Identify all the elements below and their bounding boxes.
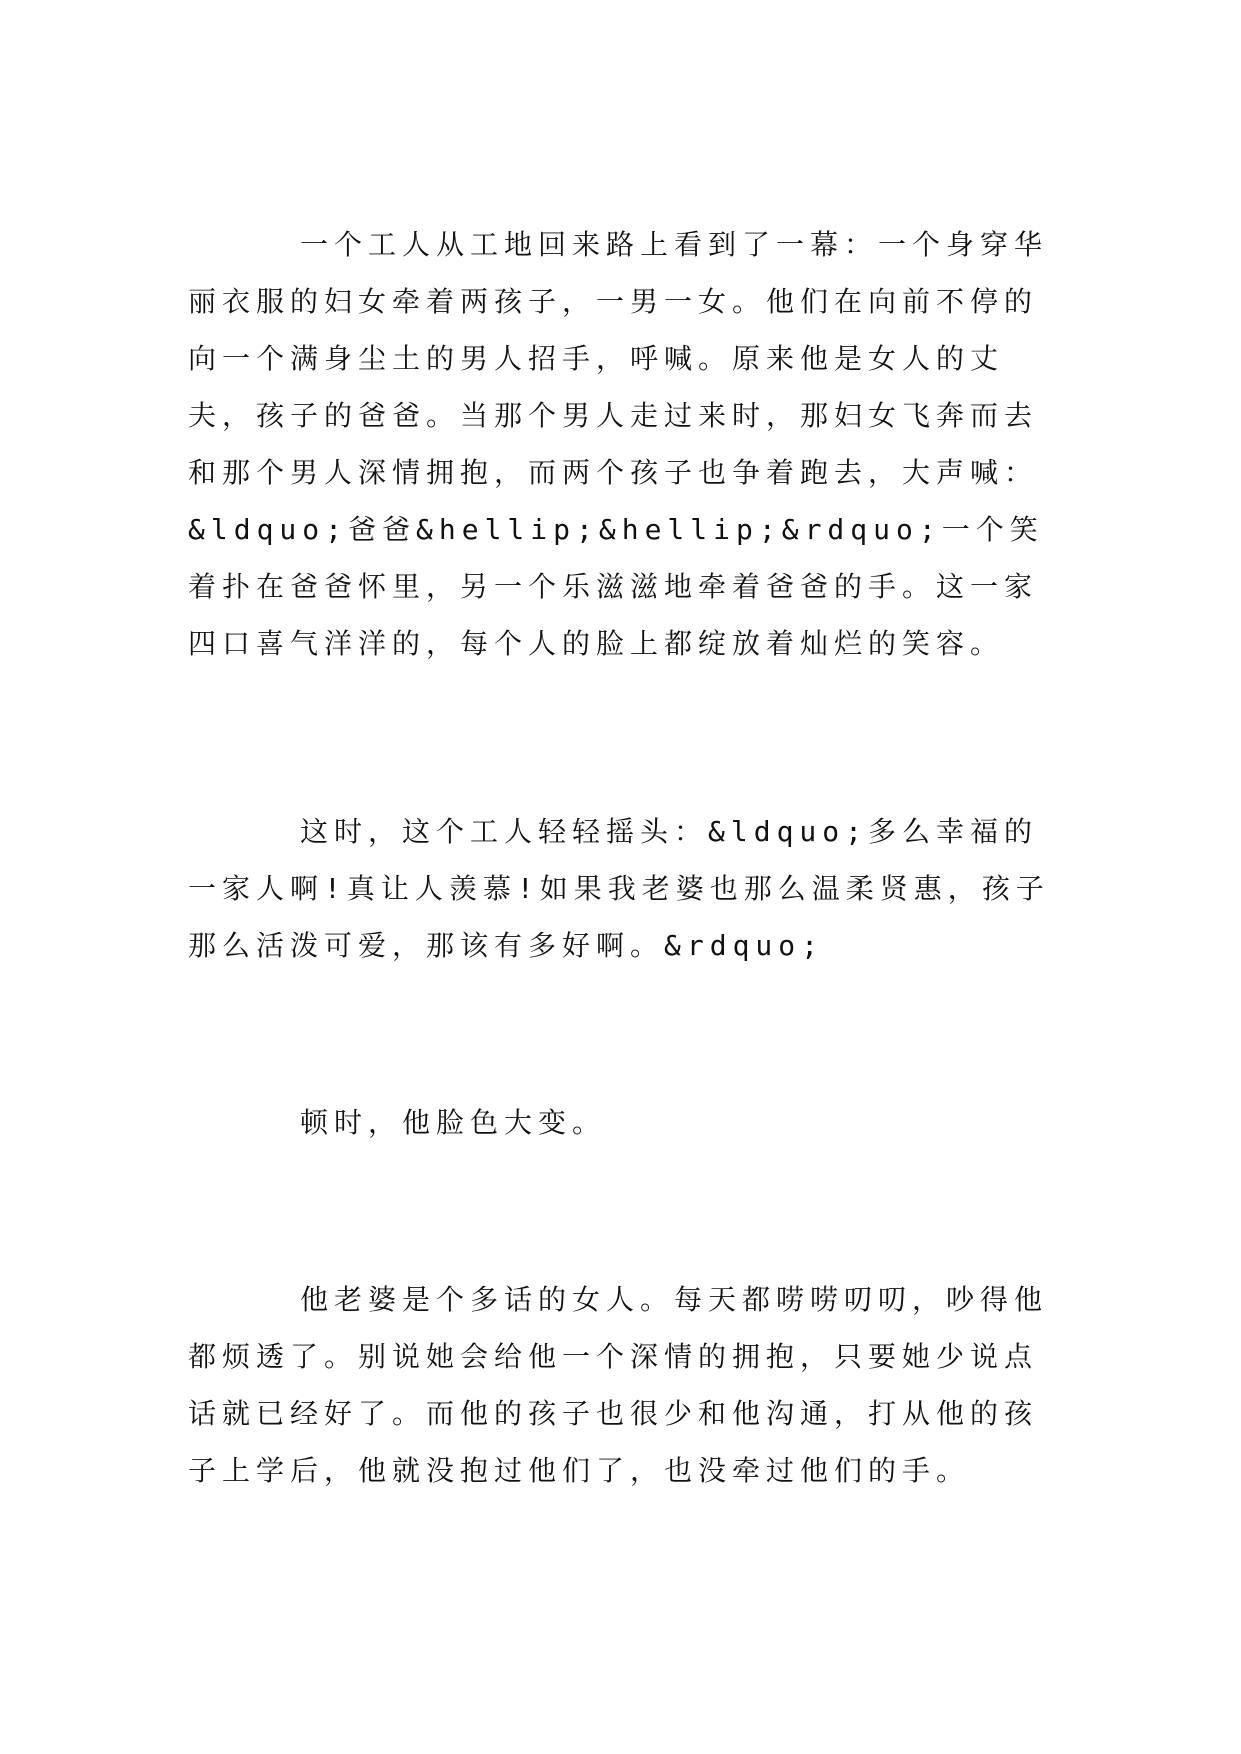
paragraph-2: 这时，这个工人轻轻摇头：&ldquo;多么幸福的一家人啊!真让人羡慕!如果我老婆也那么温柔贤惠，孩子那么活泼可爱，那该有多好啊。&rdquo; <box>188 815 1050 962</box>
paragraph-4: 他老婆是个多话的女人。每天都唠唠叨叨，吵得他都烦透了。别说她会给他一个深情的拥抱，只要她少说点话就已经好了。而他的孩子也很少和他沟通，打从他的孩子上学后，他就没抱过他们了，也没牵过他们的手。 <box>188 1283 1049 1487</box>
paragraph-3: 顿时，他脸色大变。 <box>300 1106 607 1139</box>
paragraph-1: 一个工人从工地回来路上看到了一幕：一个身穿华丽衣服的妇女牵着两孩子，一男一女。他们在向前不停的向一个满身尘土的男人招手，呼喊。原来他是女人的丈夫，孩子的爸爸。当那个男人走过来时，那妇女飞奔而去和那个男人深情拥抱，而两个孩子也争着跑去，大声喊：&ldquo;爸爸&hellip;&hellip;&rdquo;一个笑着扑在爸爸怀里，另一个乐滋滋地牵着爸爸的手。这一家四口喜气洋洋的，每个人的脸上都绽放着灿烂的笑容。 <box>188 228 1049 660</box>
